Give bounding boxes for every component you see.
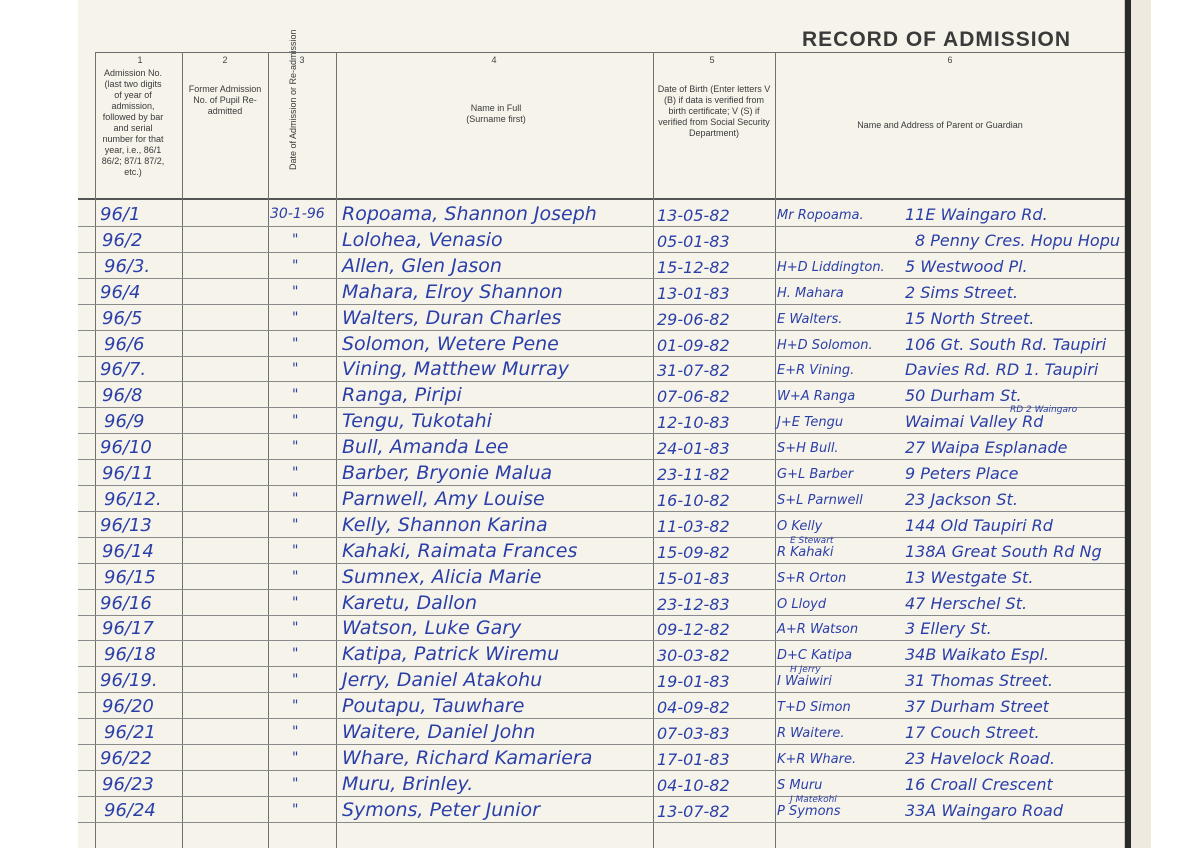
parent-name: E+R Vining.: [777, 363, 855, 378]
ledger-rule: [78, 330, 1125, 331]
admission-number: 96/19.: [100, 670, 158, 691]
ledger-rule: [78, 718, 1125, 719]
ledger-rule: [78, 537, 1125, 538]
admission-number: 96/20: [102, 696, 154, 717]
date-of-birth: 05-01-83: [657, 232, 730, 251]
pupil-name: Poutapu, Tauwhare: [342, 695, 525, 717]
column-header-former-admission: Former Admission No. of Pupil Re-admitted: [188, 84, 262, 116]
admission-date: ": [292, 310, 299, 326]
ledger-rule: [78, 615, 1125, 616]
pupil-name: Muru, Brinley.: [342, 773, 474, 795]
admission-date: ": [292, 413, 299, 429]
date-of-birth: 29-06-82: [657, 310, 730, 329]
date-of-birth: 13-07-82: [657, 802, 730, 821]
parent-address: 16 Croall Crescent: [905, 775, 1053, 794]
column-header-admission-no: Admission No. (last two digits of year of admission, followed by bar and serial number for that year, i.e., 86/1 86/2; 87/1 87/2, etc.): [101, 68, 165, 177]
column-number-3: 3: [299, 55, 305, 65]
column-number-1: 1: [137, 55, 143, 65]
ledger-rule: [78, 744, 1125, 745]
ledger-rule: [78, 381, 1125, 382]
parent-name: K+R Whare.: [777, 752, 857, 767]
admission-number: 96/15: [104, 567, 156, 588]
parent-name: Mr Ropoama.: [777, 208, 864, 223]
date-of-birth: 04-09-82: [657, 698, 730, 717]
parent-name: O Lloyd: [777, 597, 827, 612]
address-note: RD 2 Waingaro: [1010, 405, 1078, 415]
admission-number: 96/9: [104, 411, 145, 432]
parent-name: W+A Ranga: [777, 389, 856, 404]
admission-number: 96/3.: [104, 256, 151, 277]
pupil-name: Allen, Glen Jason: [342, 255, 502, 277]
column-header-date-of-admission: Date of Admission or Re-admission: [288, 29, 298, 170]
ledger-rule: [78, 770, 1125, 771]
admission-date: ": [292, 569, 299, 585]
parent-note: E Stewart: [790, 536, 834, 546]
pupil-name: Solomon, Wetere Pene: [342, 333, 559, 355]
parent-address: Davies Rd. RD 1. Taupiri: [905, 360, 1099, 379]
pupil-name: Walters, Duran Charles: [342, 307, 562, 329]
pupil-name: Ranga, Piripi: [342, 384, 462, 406]
admission-number: 96/1: [100, 204, 141, 225]
date-of-birth: 12-10-83: [657, 413, 730, 432]
date-of-birth: 17-01-83: [657, 750, 730, 769]
parent-address: 138A Great South Rd Ng: [905, 542, 1102, 561]
pupil-name: Lolohea, Venasio: [342, 229, 503, 251]
admission-number: 96/18: [104, 644, 156, 665]
ledger-rule: [78, 252, 1125, 253]
admission-number: 96/2: [102, 230, 143, 251]
parent-name: G+L Barber: [777, 467, 854, 482]
date-of-birth: 23-12-83: [657, 595, 730, 614]
admission-date: ": [292, 387, 299, 403]
parent-name: R Waitere.: [777, 726, 845, 741]
pupil-name: Bull, Amanda Lee: [342, 436, 509, 458]
date-of-birth: 16-10-82: [657, 491, 730, 510]
admission-date: ": [292, 491, 299, 507]
ledger-rule: [78, 459, 1125, 460]
admission-date: ": [292, 620, 299, 636]
admission-date: ": [292, 724, 299, 740]
admission-date: ": [292, 543, 299, 559]
admission-number: 96/14: [102, 541, 154, 562]
admission-number: 96/22: [100, 748, 152, 769]
ledger-rule: [78, 433, 1125, 434]
admission-number: 96/11: [102, 463, 154, 484]
parent-address: 15 North Street.: [905, 309, 1035, 328]
parent-name: J+E Tengu: [777, 415, 844, 430]
parent-name: S Muru: [777, 778, 823, 793]
parent-address: 31 Thomas Street.: [905, 671, 1054, 690]
ledger-rule: [78, 304, 1125, 305]
admission-number: 96/17: [102, 618, 154, 639]
ledger-rule: [78, 563, 1125, 564]
parent-name: O Kelly: [777, 519, 823, 534]
parent-address: 3 Ellery St.: [905, 619, 992, 638]
parent-address: 23 Jackson St.: [905, 490, 1018, 509]
admission-date: ": [292, 646, 299, 662]
admission-number: 96/12.: [104, 489, 162, 510]
date-of-birth: 15-12-82: [657, 258, 730, 277]
parent-address: 47 Herschel St.: [905, 594, 1028, 613]
parent-name: R Kahaki: [777, 545, 834, 560]
pupil-name: Ropoama, Shannon Joseph: [342, 203, 597, 225]
pupil-name: Jerry, Daniel Atakohu: [342, 669, 543, 691]
date-of-birth: 09-12-82: [657, 620, 730, 639]
parent-name: S+R Orton: [777, 571, 847, 586]
admission-number: 96/7.: [100, 359, 147, 380]
parent-name: S+L Parnwell: [777, 493, 863, 508]
ledger-rule: [78, 278, 1125, 279]
pupil-name: Whare, Richard Kamariera: [342, 747, 593, 769]
page-title: RECORD OF ADMISSION: [802, 28, 1072, 51]
facing-page-edge: [1131, 0, 1151, 848]
parent-name: H+D Solomon.: [777, 338, 873, 353]
date-of-birth: 23-11-82: [657, 465, 730, 484]
pupil-name: Kelly, Shannon Karina: [342, 514, 548, 536]
admission-date: ": [292, 465, 299, 481]
parent-name: P Symons: [777, 804, 841, 819]
parent-address: 144 Old Taupiri Rd: [905, 516, 1053, 535]
parent-note: H Jerry: [790, 665, 821, 675]
date-of-birth: 07-06-82: [657, 387, 730, 406]
date-of-birth: 19-01-83: [657, 672, 730, 691]
parent-address: 50 Durham St.: [905, 386, 1022, 405]
column-divider: [336, 52, 337, 848]
admission-date: ": [292, 336, 299, 352]
column-number-5: 5: [709, 55, 715, 65]
admission-date: ": [292, 776, 299, 792]
parent-address: 8 Penny Cres. Hopu Hopu: [915, 231, 1121, 250]
column-divider: [182, 52, 183, 848]
date-of-birth: 31-07-82: [657, 361, 730, 380]
admission-date: ": [292, 439, 299, 455]
column-divider: [95, 52, 96, 848]
pupil-name: Mahara, Elroy Shannon: [342, 281, 563, 303]
date-of-birth: 01-09-82: [657, 336, 730, 355]
pupil-name: Watson, Luke Gary: [342, 617, 522, 639]
parent-address: 5 Westwood Pl.: [905, 257, 1028, 276]
parent-address: 34B Waikato Espl.: [905, 645, 1049, 664]
column-header-dob: Date of Birth (Enter letters V (B) if data is verified from birth certificate; V (S) if verified from Social Security Department): [657, 84, 771, 138]
parent-name: T+D Simon: [777, 700, 851, 715]
column-number-6: 6: [947, 55, 953, 65]
pupil-name: Tengu, Tukotahi: [342, 410, 492, 432]
date-of-birth: 30-03-82: [657, 646, 730, 665]
column-header-name: Name in Full (Surname first): [466, 103, 526, 124]
admission-number: 96/21: [104, 722, 156, 743]
ledger-rule: [78, 485, 1125, 486]
pupil-name: Katipa, Patrick Wiremu: [342, 643, 560, 665]
parent-address: 37 Durham Street: [905, 697, 1050, 716]
column-number-2: 2: [222, 55, 228, 65]
ledger-rule: [78, 822, 1125, 823]
column-divider: [653, 52, 654, 848]
pupil-name: Symons, Peter Junior: [342, 799, 540, 821]
pupil-name: Vining, Matthew Murray: [342, 358, 569, 380]
parent-address: 106 Gt. South Rd. Taupiri: [905, 335, 1107, 354]
parent-note: J Matekohi: [790, 795, 837, 805]
date-of-birth: 24-01-83: [657, 439, 730, 458]
parent-address: 2 Sims Street.: [905, 283, 1018, 302]
parent-name: D+C Katipa: [777, 648, 853, 663]
parent-name: S+H Bull.: [777, 441, 839, 456]
parent-name: E Walters.: [777, 312, 843, 327]
parent-address: 9 Peters Place: [905, 464, 1019, 483]
admission-number: 96/6: [104, 334, 145, 355]
pupil-name: Kahaki, Raimata Frances: [342, 540, 578, 562]
admission-date: ": [292, 595, 299, 611]
parent-name: I Waiwiri: [777, 674, 832, 689]
admission-date: ": [292, 258, 299, 274]
header-bottom-rule: [78, 198, 1125, 200]
column-divider: [775, 52, 776, 848]
ledger-rule: [78, 407, 1125, 408]
ledger-rule: [78, 796, 1125, 797]
admission-number: 96/16: [100, 593, 152, 614]
header-top-rule: [95, 52, 1125, 53]
admission-number: 96/23: [102, 774, 154, 795]
admission-number: 96/5: [102, 308, 143, 329]
pupil-name: Parnwell, Amy Louise: [342, 488, 545, 510]
date-of-birth: 11-03-82: [657, 517, 730, 536]
pupil-name: Barber, Bryonie Malua: [342, 462, 553, 484]
parent-address: 23 Havelock Road.: [905, 749, 1055, 768]
parent-name: H+D Liddington.: [777, 260, 885, 275]
admission-number: 96/4: [100, 282, 141, 303]
admission-date: 30-1-96: [270, 206, 325, 222]
ledger-rule: [78, 692, 1125, 693]
column-header-parent: Name and Address of Parent or Guardian: [857, 120, 1023, 130]
admission-number: 96/24: [104, 800, 156, 821]
admission-date: ": [292, 284, 299, 300]
date-of-birth: 15-01-83: [657, 569, 730, 588]
admission-date: ": [292, 802, 299, 818]
column-number-4: 4: [491, 55, 497, 65]
admission-number: 96/10: [100, 437, 152, 458]
parent-address: 27 Waipa Esplanade: [905, 438, 1068, 457]
ledger-rule: [78, 356, 1125, 357]
parent-address: 11E Waingaro Rd.: [905, 205, 1048, 224]
ledger-rule: [78, 226, 1125, 227]
ledger-rule: [78, 640, 1125, 641]
date-of-birth: 13-01-83: [657, 284, 730, 303]
date-of-birth: 07-03-83: [657, 724, 730, 743]
pupil-name: Sumnex, Alicia Marie: [342, 566, 542, 588]
admission-date: ": [292, 750, 299, 766]
admission-date: ": [292, 361, 299, 377]
parent-name: H. Mahara: [777, 286, 844, 301]
parent-address: Waimai Valley Rd: [905, 412, 1044, 431]
parent-address: 17 Couch Street.: [905, 723, 1040, 742]
date-of-birth: 15-09-82: [657, 543, 730, 562]
admission-date: ": [292, 672, 299, 688]
ledger-rule: [78, 589, 1125, 590]
parent-address: 33A Waingaro Road: [905, 801, 1064, 820]
admission-number: 96/8: [102, 385, 143, 406]
column-divider: [268, 52, 269, 848]
ledger-rule: [78, 511, 1125, 512]
admission-number: 96/13: [100, 515, 152, 536]
ledger-rule: [78, 666, 1125, 667]
parent-address: 13 Westgate St.: [905, 568, 1034, 587]
date-of-birth: 13-05-82: [657, 206, 730, 225]
pupil-name: Karetu, Dallon: [342, 592, 477, 614]
admission-date: ": [292, 517, 299, 533]
parent-name: A+R Watson: [777, 622, 859, 637]
pupil-name: Waitere, Daniel John: [342, 721, 536, 743]
date-of-birth: 04-10-82: [657, 776, 730, 795]
admission-date: ": [292, 698, 299, 714]
admission-date: ": [292, 232, 299, 248]
